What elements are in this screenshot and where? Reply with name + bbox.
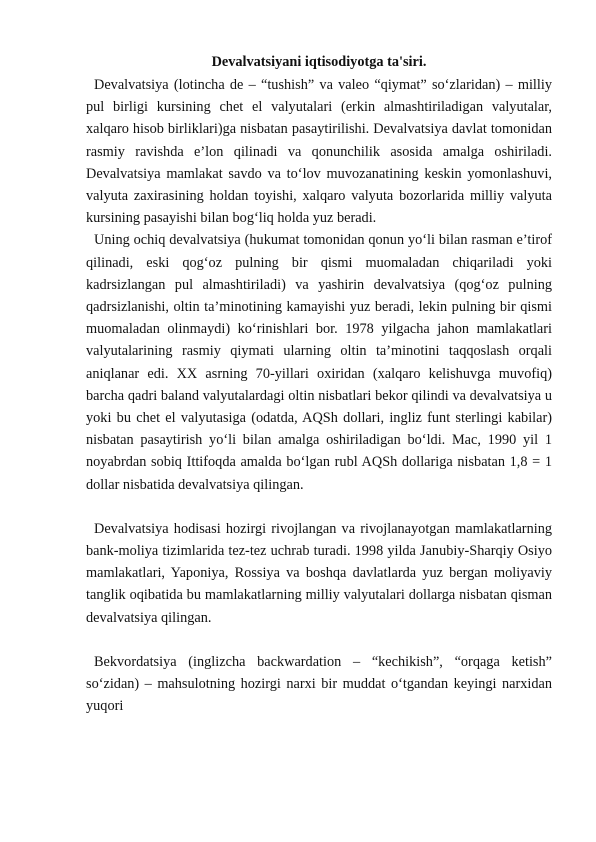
paragraph-devaluation-definition: Devalvatsiya (lotincha de – “tushish” va valeo “qiymat” so‘zlaridan) – milliy pul birligi kursining chet el valyutalari (erkin almashtiriladigan valyutalar, xalqaro hisob birliklari)ga nisbatan pasaytirilishi. Devalvatsiya davlat tomonidan rasmiy ravishda e’lon qilinadi va qonunchilik asosida amalga oshiriladi. Devalvatsiya mamlakat savdo va to‘lov muvozanatining keskin yomonlashuvi, valyuta zaxirasining holdan toyishi, xalqaro valyuta bozorlarida milliy valyuta kursining pasayishi bilan bog‘liq holda yuz beradi. [86, 77, 552, 227]
paragraph-backwardation: Bekvordatsiya (inglizcha backwardation – “kechikish”, “orqaga ketish” so‘zidan) – mahsulotning hozirgi narxi bir muddat o‘tgandan keyingi narxidan yuqori [86, 653, 552, 715]
document-title: Devalvatsiyani iqtisodiyotga ta'siri. [211, 54, 427, 70]
document-page [86, 51, 552, 717]
paragraph-devaluation-types: Uning ochiq devalvatsiya (hukumat tomonidan qonun yo‘li bilan rasman e’tirof qilinadi, eski qog‘oz pulning bir qismi muomaladan chiqariladi yoki kadrsizlangan pul almashtiriladi) va yashirin devalvatsiya (qog‘oz pulning qadrsizlanishi, oltin ta’minotining kamayishi yuz beradi, lekin pulning bir qismi muomaladan olinmaydi) ko‘rinishlari bor. 1978 yilgacha jahon mamlakatlari valyutalarining rasmiy qiymati ularning oltin ta’minotini taqqoslash orqali aniqlanar edi. XX asrning 70-yillari oxiridan (xalqaro kelishuvga muvofiq) barcha qadri baland valyutalardagi oltin nisbatlari bekor qilindi va devalvatsiya u yoki bu chet el valyutasiga (odatda, AQSh dollari, ingliz funt sterlingi kabilar) nisbatan pasaytirish yo‘li bilan amalga oshiriladigan bo‘ldi. Mac, 1990 yil 1 noyabrdan sobiq Ittifoqda amalda bo‘lgan rubl AQSh dollariga nisbatan 1,8 = 1 dollar nisbatida devalvatsiya qilingan. [86, 232, 552, 493]
paragraph-devaluation-crisis: Devalvatsiya hodisasi hozirgi rivojlangan va rivojlanayotgan mamlakatlarning bank-moliya tizimlarida tez-tez uchrab turadi. 1998 yilda Janubiy-Sharqiy Osiyo mamlakatlari, Yaponiya, Rossiya va boshqa davlatlarda yuz bergan moliyaviy tanglik oqibatida bu mamlakatlarning milliy valyutalari dollarga nisbatan qisman devalvatsiya qilingan. [86, 520, 552, 626]
